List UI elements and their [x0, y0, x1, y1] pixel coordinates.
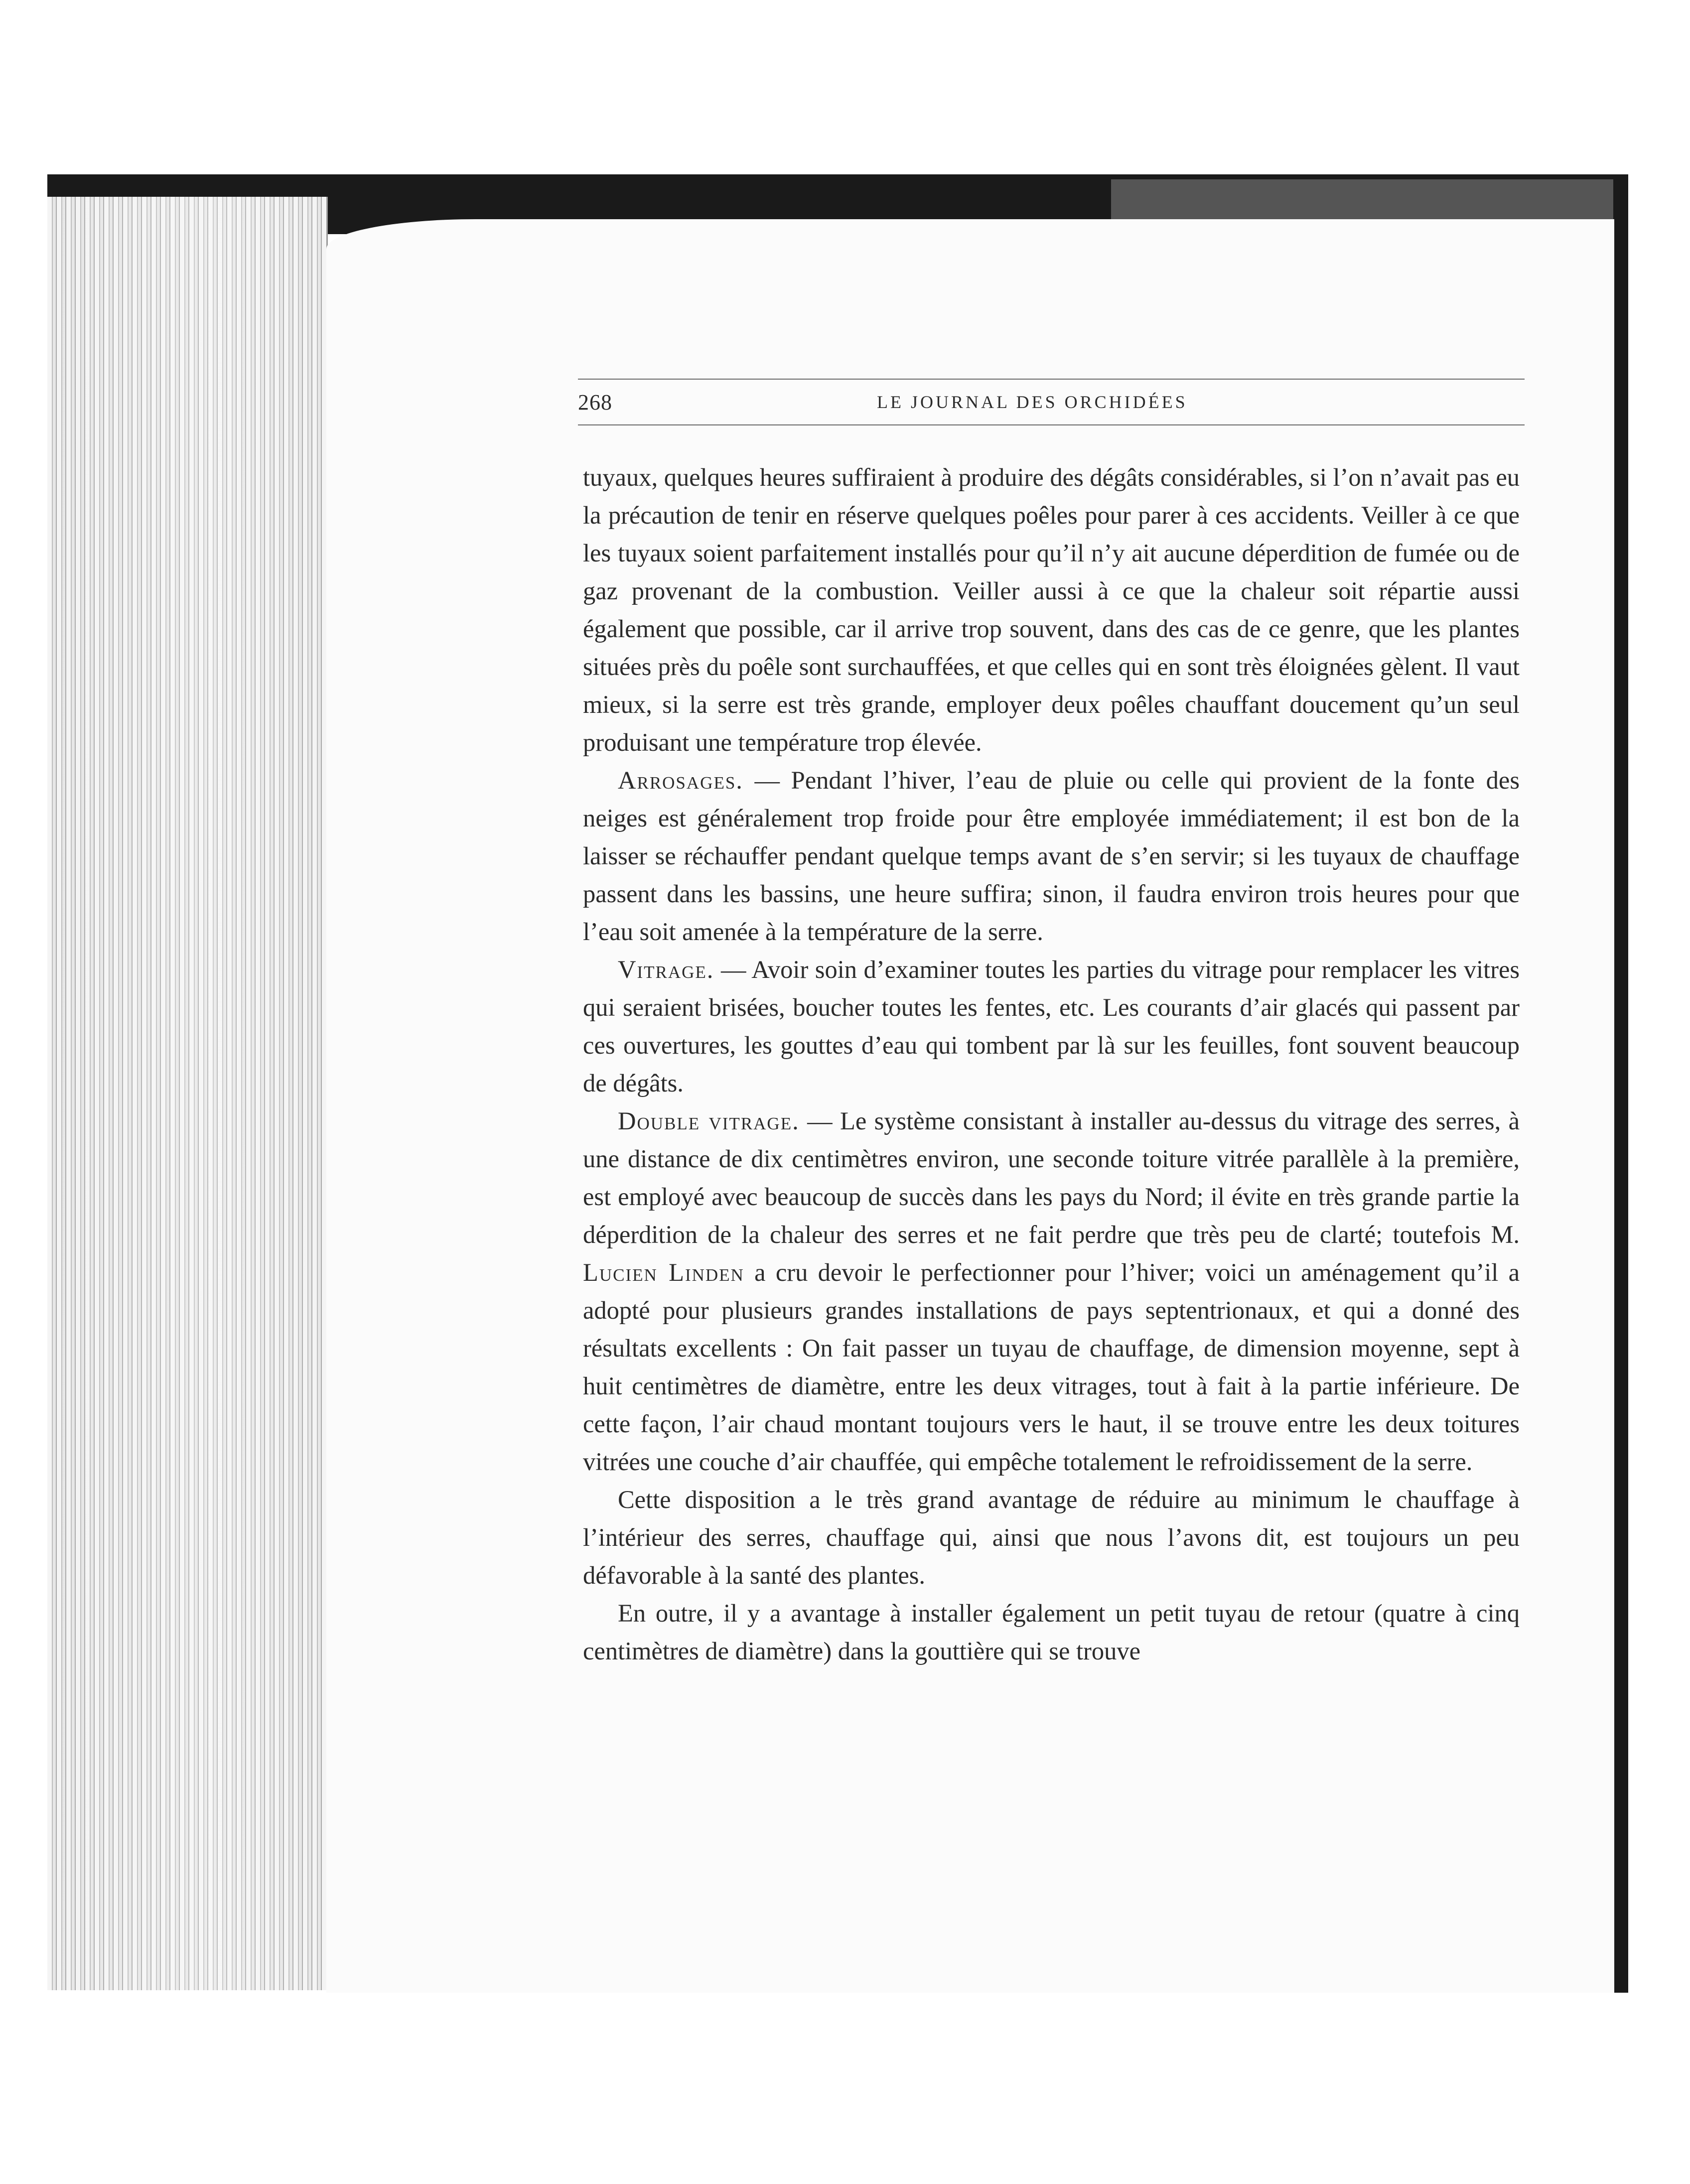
paragraph-text: En outre, il y a avantage à installer également un petit tuyau de retour (quatre à cinq centimètres de diamètre) dans la gouttière qui se trouve: [583, 1599, 1520, 1665]
header-rule-bottom: [578, 424, 1525, 425]
page-header: [578, 379, 1525, 433]
person-name: Lucien Linden: [583, 1258, 744, 1286]
body-text: [583, 458, 1520, 1670]
section-heading-double-vitrage: Double vitrage.: [618, 1107, 800, 1135]
paragraph-text: — Le système consistant à installer au-dessus du vitrage des serres, à une distance de dix centimètres environ, une seconde toiture vitrée parallèle à la première, est employé avec beaucoup de succès dans les pays du Nord; il évite en très grande partie la déperdition de la chaleur des serres et ne fait perdre que très peu de clarté; toutefois M.: [583, 1107, 1520, 1248]
header-rule-top: [578, 379, 1525, 380]
scanner-background-edge: [1613, 174, 1628, 1993]
paragraph-text: — Avoir soin d’examiner toutes les parties du vitrage pour remplacer les vitres qui seraient brisées, boucher toutes les fentes, etc. Les courants d’air glacés qui passent par ces ouvertures, les gouttes d’eau qui tombent par là sur les feuilles, font souvent beaucoup de dégâts.: [583, 956, 1520, 1097]
paragraph-en-outre: [583, 1594, 1520, 1670]
paragraph-text: — Pendant l’hiver, l’eau de pluie ou celle qui provient de la fonte des neiges est généralement trop froide pour être employée immédiatement; il est bon de la laisser se réchauffer pendant quelque temps avant de s’en servir; si les tuyaux de chauffage passent dans les bassins, une heure suffira; sinon, il faudra environ trois heures pour que l’eau soit amenée à la température de la serre.: [583, 766, 1520, 946]
section-heading-arrosages: Arrosages.: [618, 766, 743, 794]
page-number: 268: [578, 390, 612, 414]
paragraph-text: a cru devoir le perfectionner pour l’hiver; voici un aménagement qu’il a adopté pour plusieurs grandes installations de pays septentrionaux, et qui a donné des résultats excellents : On fait passer un tuyau de chauffage, de dimension moyenne, sept à huit centimètres de diamètre, entre les deux vitrages, tout à fait à la partie inférieure. De cette façon, l’air chaud montant toujours vers le haut, il se trouve entre les deux toitures vitrées une couche d’air chauffée, qui empêche totalement le refroidissement de la serre.: [583, 1258, 1520, 1476]
paragraph-double-vitrage: [583, 1102, 1520, 1481]
paragraph-vitrage: [583, 951, 1520, 1102]
paragraph-disposition: [583, 1481, 1520, 1594]
paragraph-arrosages: [583, 761, 1520, 951]
paragraph-heating-continued: [583, 458, 1520, 761]
paragraph-text: tuyaux, quelques heures suffiraient à produire des dégâts considérables, si l’on n’avait pas eu la précaution de tenir en réserve quelques poêles pour parer à ces accidents. Veiller à ce que les tuyaux soient parfaitement installés pour qu’il n’y ait aucune déperdition de fumée ou de gaz provenant de la combustion. Veiller aussi à ce que la chaleur soit répartie aussi également que possible, car il arrive trop souvent, dans des cas de ce genre, que les plantes situées près du poêle sont surchauffées, et que celles qui en sont très éloignées gèlent. Il vaut mieux, si la serre est très grande, employer deux poêles chauffant doucement qu’un seul produisant une température trop élevée.: [583, 463, 1520, 756]
paragraph-text: Cette disposition a le très grand avantage de réduire au minimum le chauffage à l’intérieur des serres, chauffage qui, ainsi que nous l’avons dit, est toujours un peu défavorable à la santé des plantes.: [583, 1486, 1520, 1589]
running-title: LE JOURNAL DES ORCHIDÉES: [877, 392, 1188, 412]
section-heading-vitrage: Vitrage.: [618, 956, 714, 983]
book-page-edges-shade: [47, 197, 326, 1990]
